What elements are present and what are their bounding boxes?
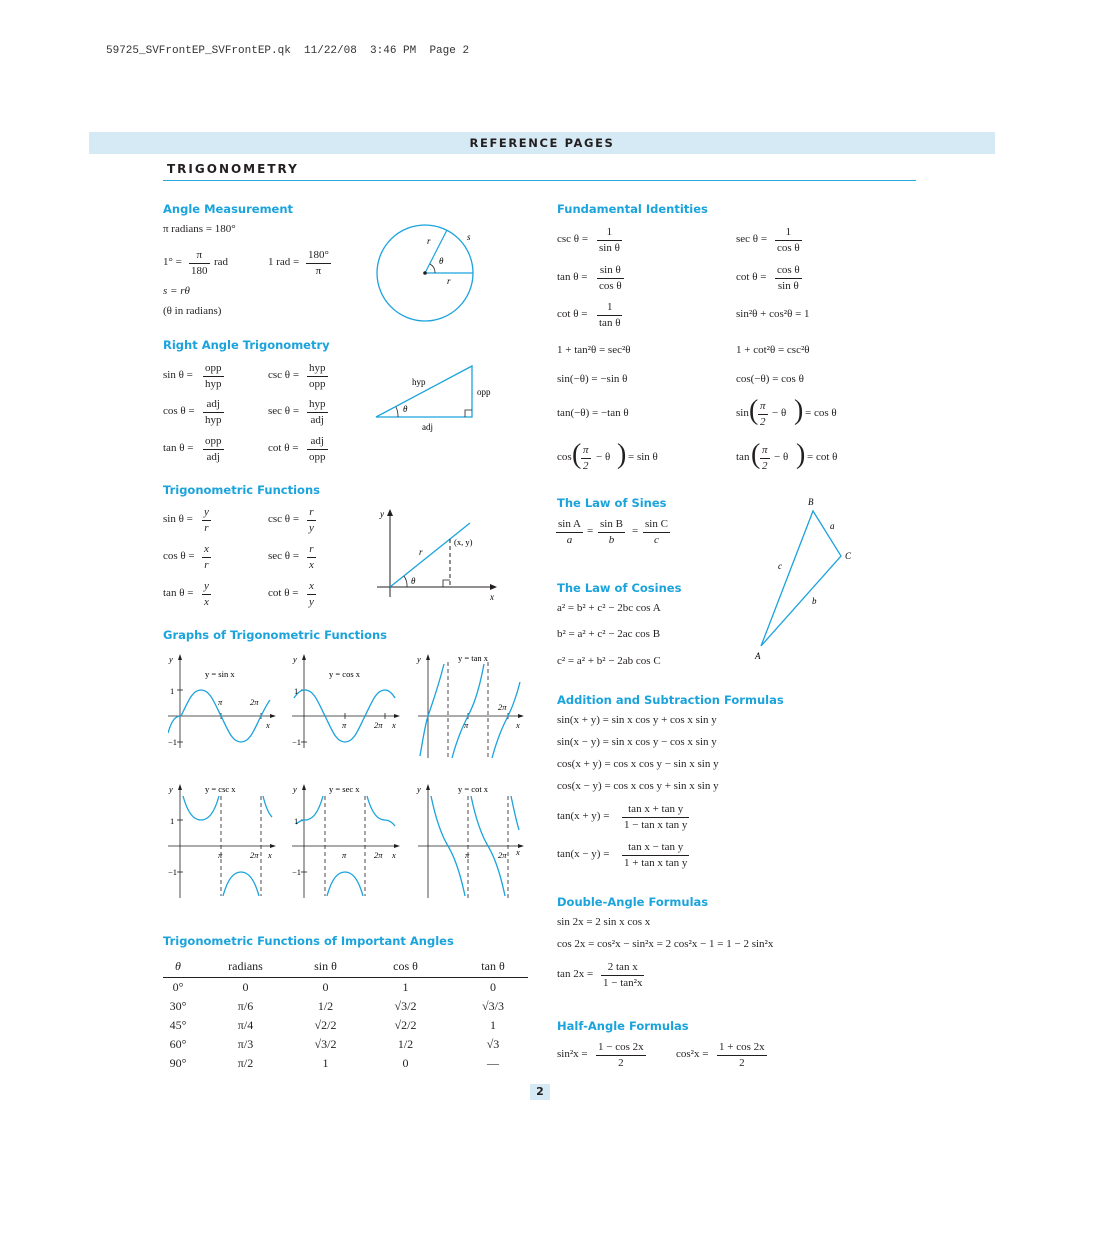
fi-pythagorean-cot: 1 + cot²θ = csc²θ xyxy=(736,344,810,356)
circle-label-theta: θ xyxy=(439,256,444,266)
sin-x-label: x xyxy=(266,720,270,730)
tf-sec-lhs: sec θ = xyxy=(268,550,300,562)
table-row xyxy=(163,978,528,998)
double-tan-frac xyxy=(601,961,644,990)
sec-pi-label: π xyxy=(342,850,347,860)
cot-curve-3 xyxy=(511,796,519,830)
csc-y-label: y xyxy=(169,784,173,794)
sines-frac-b xyxy=(598,518,625,547)
rt-sin-frac xyxy=(203,362,224,391)
add-tan-den: 1 − tan x tan y xyxy=(624,819,688,831)
important-angles-table xyxy=(163,956,528,1073)
csc-fn-label: y = csc x xyxy=(205,784,236,794)
half-sin-den: 2 xyxy=(596,1055,646,1070)
tf-cot-den: y xyxy=(309,596,314,608)
double-cos: cos 2x = cos²x − sin²x = 2 cos²x − 1 = 1 − 2 sin²x xyxy=(557,938,774,950)
cos-graph xyxy=(292,652,404,752)
law-of-sines-heading: The Law of Sines xyxy=(557,496,667,510)
right-triangle-diagram xyxy=(372,360,502,435)
co-sin-lparen: ( xyxy=(749,395,759,426)
double-tan-lhs: tan 2x = xyxy=(557,968,594,980)
oblique-triangle-diagram xyxy=(745,492,860,664)
table-cell: 0° xyxy=(172,980,184,994)
table-cell: 0 xyxy=(242,980,249,994)
degree-num: π xyxy=(196,249,203,261)
double-angle-heading: Double-Angle Formulas xyxy=(557,895,709,909)
tf-tan-lhs: tan θ = xyxy=(163,587,194,599)
co-cos-den: 2 xyxy=(581,458,591,473)
cosines-line-3: c² = a² + b² − 2ab cos C xyxy=(557,655,661,667)
fi-cot-frac xyxy=(775,264,802,293)
tf-csc-lhs: csc θ = xyxy=(268,513,300,525)
sec-graph xyxy=(292,782,404,900)
co-tan-lparen: ( xyxy=(751,439,761,470)
co-tan-prefix: tan xyxy=(736,451,750,463)
fi-tan-den: cos θ xyxy=(599,280,622,292)
half-cos-frac xyxy=(717,1041,767,1070)
table-cell: 60° xyxy=(169,1037,187,1051)
co-sin-num: π xyxy=(760,400,766,412)
co-tan-minus: − θ xyxy=(774,451,789,463)
rt-csc-frac xyxy=(307,362,328,391)
csc-pi-label: π xyxy=(218,850,223,860)
title-rule xyxy=(163,180,916,181)
fi-csc-frac xyxy=(597,226,622,255)
fi-cot-lhs: cot θ = xyxy=(736,271,767,283)
co-tan-rparen: ) xyxy=(796,439,806,470)
cos-fn-label: y = cos x xyxy=(329,669,360,679)
circle-label-r1: r xyxy=(427,236,431,246)
co-sin-frac xyxy=(758,400,768,429)
table-row xyxy=(163,1035,528,1054)
tf-sec-den: x xyxy=(309,559,314,571)
cot-2pi-label: 2π xyxy=(498,850,507,860)
obl-label-B: B xyxy=(808,497,814,507)
csc-curve-2 xyxy=(223,872,259,896)
sec-neg-one-label: −1 xyxy=(292,867,302,877)
double-sin: sin 2x = 2 sin x cos x xyxy=(557,916,651,928)
addition-subtraction-heading: Addition and Subtraction Formulas xyxy=(557,693,784,707)
fi-cot2-lhs: cot θ = xyxy=(557,308,588,320)
cot-y-label: y xyxy=(417,784,421,794)
table-cell: √2/2 xyxy=(394,1018,417,1032)
add-sin: sin(x + y) = sin x cos y + cos x sin y xyxy=(557,714,717,726)
arc-length-formula: s = rθ xyxy=(163,285,190,297)
csc-graph xyxy=(168,782,280,900)
sec-y-label: y xyxy=(293,784,297,794)
fi-pythagorean: sin²θ + cos²θ = 1 xyxy=(736,308,810,320)
tf-sec-frac xyxy=(307,543,316,572)
rt-csc-lhs: csc θ = xyxy=(268,369,300,381)
table-cell: 1/2 xyxy=(397,1037,414,1051)
degree-lhs: 1° = xyxy=(163,256,182,268)
sin-neg-one-label: −1 xyxy=(168,737,178,747)
table-cell: π/3 xyxy=(237,1037,254,1051)
table-cell: 30° xyxy=(169,999,187,1013)
right-angle-heading: Right Angle Trigonometry xyxy=(163,338,330,352)
table-cell: π/2 xyxy=(237,1056,254,1070)
tan-2pi-label: 2π xyxy=(498,702,507,712)
pi-radians-text: π radians = 180° xyxy=(163,223,236,235)
table-cell: √3/2 xyxy=(314,1037,337,1051)
sin-graph xyxy=(168,652,280,752)
cosines-line-2: b² = a² + c² − 2ac cos B xyxy=(557,628,661,640)
csc-x-label: x xyxy=(268,850,272,860)
rt-cos-frac xyxy=(203,398,224,427)
sines-num-b: sin B xyxy=(600,518,623,530)
tri-label-theta: θ xyxy=(403,404,408,414)
diag-label-r: r xyxy=(419,547,423,557)
fi-sec-frac xyxy=(775,226,802,255)
sin-2pi-label: 2π xyxy=(250,697,259,707)
sec-curve-3 xyxy=(367,796,395,826)
tf-csc-num: r xyxy=(309,506,314,518)
rt-tan-frac xyxy=(203,435,224,464)
page-number: 2 xyxy=(530,1084,550,1100)
fi-tan-num: sin θ xyxy=(599,264,621,276)
rt-sin-num: opp xyxy=(205,362,222,374)
banner-title: REFERENCE PAGES xyxy=(469,136,615,150)
sec-x-label: x xyxy=(392,850,396,860)
sec-2pi-label: 2π xyxy=(374,850,383,860)
tan-graph xyxy=(416,652,528,762)
half-sin-num: 1 − cos 2x xyxy=(598,1041,644,1053)
reference-banner xyxy=(89,132,995,154)
rt-sin-lhs: sin θ = xyxy=(163,369,193,381)
tan-pi-label: π xyxy=(464,720,469,730)
co-tan-num: π xyxy=(762,444,768,456)
fi-cot-num: cos θ xyxy=(777,264,800,276)
table-cell: 0 xyxy=(490,980,496,994)
co-cos-lparen: ( xyxy=(572,439,582,470)
co-sin-rparen: ) xyxy=(794,395,804,426)
tan-curve-mid xyxy=(452,664,484,758)
cot-pi-label: π xyxy=(465,850,470,860)
table-cell: 1 xyxy=(322,1056,329,1070)
sec-one-label: 1 xyxy=(294,816,299,826)
sines-den-a: a xyxy=(556,532,583,547)
rt-cos-den: hyp xyxy=(205,414,222,426)
sines-num-a: sin A xyxy=(558,518,581,530)
sin-pi-label: π xyxy=(218,697,223,707)
law-of-cosines-heading: The Law of Cosines xyxy=(557,581,682,595)
degree-fraction xyxy=(189,249,210,278)
radian-den: π xyxy=(306,263,331,278)
tf-csc-frac xyxy=(307,506,316,535)
sin-y-label: y xyxy=(169,654,173,664)
tf-sin-frac xyxy=(202,506,211,535)
rt-tan-den: adj xyxy=(203,449,224,464)
table-header: θ xyxy=(163,956,193,978)
circle-label-r2: r xyxy=(447,276,451,286)
fi-cot2-frac xyxy=(597,301,622,330)
tf-cos-den: r xyxy=(202,557,211,572)
diag-label-point: (x, y) xyxy=(454,537,473,547)
fi-odd-sin: sin(−θ) = −sin θ xyxy=(557,373,628,385)
obl-label-C: C xyxy=(845,551,852,561)
half-cos-num: 1 + cos 2x xyxy=(719,1041,765,1053)
table-header: radians xyxy=(193,956,298,978)
cot-graph xyxy=(416,782,528,900)
fi-sec-lhs: sec θ = xyxy=(736,233,768,245)
fi-pythagorean-tan: 1 + tan²θ = sec²θ xyxy=(557,344,631,356)
sines-den-b: b xyxy=(598,532,625,547)
rt-sec-den: adj xyxy=(307,412,328,427)
sin-fn-label: y = sin x xyxy=(205,669,235,679)
cos-neg-one-label: −1 xyxy=(292,737,302,747)
table-header: cos θ xyxy=(353,956,458,978)
table-cell: 1/2 xyxy=(317,999,334,1013)
rt-csc-num: hyp xyxy=(309,362,326,374)
obl-label-A: A xyxy=(755,651,761,661)
degree-unit: rad xyxy=(214,256,229,268)
sines-eq-2: = xyxy=(632,525,639,537)
double-tan-den: 1 − tan²x xyxy=(603,977,643,989)
cot-fn-label: y = cot x xyxy=(458,784,489,794)
rt-tan-num: opp xyxy=(205,435,222,447)
graphs-heading: Graphs of Trigonometric Functions xyxy=(163,628,388,642)
table-cell: √2/2 xyxy=(314,1018,337,1032)
tri-label-adj: adj xyxy=(422,422,433,432)
csc-one-label: 1 xyxy=(170,816,175,826)
fi-csc-den: sin θ xyxy=(599,242,620,254)
obl-label-c: c xyxy=(778,561,782,571)
add-tan-frac xyxy=(622,803,689,832)
tan-y-label: y xyxy=(417,654,421,664)
sines-frac-a xyxy=(556,518,583,547)
fi-sec-den: cos θ xyxy=(777,242,800,254)
co-tan-den: 2 xyxy=(760,458,770,473)
add-cos: cos(x + y) = cos x cos y − sin x sin y xyxy=(557,758,719,770)
sub-tan-num: tan x − tan y xyxy=(628,841,684,853)
fi-tan-frac xyxy=(597,264,624,293)
co-sin-prefix: sin xyxy=(736,407,749,419)
tf-sin-num: y xyxy=(204,506,209,518)
tf-tan-den: x xyxy=(204,596,209,608)
print-slug: 59725_SVFrontEP_SVFrontEP.qk 11/22/08 3:46 PM Page 2 xyxy=(106,45,470,57)
half-cos-lhs: cos²x = xyxy=(676,1048,709,1060)
table-row xyxy=(163,997,528,1016)
rt-sec-frac xyxy=(307,398,328,427)
tf-cot-lhs: cot θ = xyxy=(268,587,299,599)
fi-tan-lhs: tan θ = xyxy=(557,271,588,283)
radians-note: (θ in radians) xyxy=(163,305,222,317)
half-cos-den: 2 xyxy=(717,1055,767,1070)
co-cos-frac xyxy=(581,444,591,473)
co-cos-rhs: = sin θ xyxy=(628,451,658,463)
table-header: sin θ xyxy=(298,956,353,978)
tan-fn-label: y = tan x xyxy=(458,653,489,663)
table-cell: √3/2 xyxy=(394,999,417,1013)
sines-frac-c xyxy=(643,518,670,547)
rt-cot-lhs: cot θ = xyxy=(268,442,299,454)
table-cell: 1 xyxy=(402,980,409,994)
radian-fraction xyxy=(306,249,331,278)
fi-cot2-den: tan θ xyxy=(599,317,621,329)
table-header: tan θ xyxy=(458,956,528,978)
table-cell: 45° xyxy=(169,1018,187,1032)
table-cell: 0 xyxy=(322,980,329,994)
add-tan-num: tan x + tan y xyxy=(628,803,684,815)
co-cos-rparen: ) xyxy=(617,439,627,470)
half-angle-heading: Half-Angle Formulas xyxy=(557,1019,689,1033)
radian-lhs: 1 rad = xyxy=(268,256,300,268)
obl-label-b: b xyxy=(812,596,817,606)
sines-num-c: sin C xyxy=(645,518,668,530)
sec-curve-1 xyxy=(296,796,323,824)
table-cell: 0 xyxy=(402,1056,409,1070)
add-tan-lhs: tan(x + y) = xyxy=(557,810,610,822)
csc-curve-1 xyxy=(183,796,219,820)
table-cell: 90° xyxy=(169,1056,187,1070)
tan-curve-left xyxy=(420,664,444,756)
rt-cot-den: opp xyxy=(309,451,326,463)
cot-x-label: x xyxy=(516,847,520,857)
tan-x-label: x xyxy=(516,720,520,730)
sec-fn-label: y = sec x xyxy=(329,784,360,794)
csc-2pi-label: 2π xyxy=(250,850,259,860)
cos-x-label: x xyxy=(392,720,396,730)
cos-pi-label: π xyxy=(342,720,347,730)
fi-csc-lhs: csc θ = xyxy=(557,233,589,245)
rt-csc-den: opp xyxy=(309,378,326,390)
fi-sec-num: 1 xyxy=(785,226,792,238)
cos-one-label: 1 xyxy=(294,686,299,696)
co-tan-frac xyxy=(760,444,770,473)
tf-sec-num: r xyxy=(309,543,314,555)
co-cos-num: π xyxy=(583,444,589,456)
diag-label-y: y xyxy=(380,509,384,519)
table-row xyxy=(163,1054,528,1073)
tf-cot-num: x xyxy=(309,580,314,592)
tri-label-opp: opp xyxy=(477,387,491,397)
trig-functions-heading: Trigonometric Functions xyxy=(163,483,320,497)
tf-cos-frac xyxy=(202,543,211,572)
rt-sec-lhs: sec θ = xyxy=(268,405,300,417)
rt-cos-num: adj xyxy=(206,398,220,410)
coordinate-angle-diagram xyxy=(375,505,505,605)
table-row xyxy=(163,1016,528,1035)
table-cell: π/6 xyxy=(237,999,254,1013)
double-tan-num: 2 tan x xyxy=(607,961,638,973)
angle-measurement-heading: Angle Measurement xyxy=(163,202,294,216)
radian-num: 180° xyxy=(308,249,329,261)
co-sin-den: 2 xyxy=(758,414,768,429)
csc-neg-one-label: −1 xyxy=(168,867,178,877)
sub-sin: sin(x − y) = sin x cos y − cos x sin y xyxy=(557,736,717,748)
co-sin-rhs: = cos θ xyxy=(805,407,837,419)
sines-den-c: c xyxy=(643,532,670,547)
tri-label-hyp: hyp xyxy=(412,377,426,387)
tf-sin-den: r xyxy=(202,520,211,535)
obl-label-a: a xyxy=(830,521,835,531)
sines-eq-1: = xyxy=(587,525,594,537)
sub-tan-frac xyxy=(622,841,689,870)
half-sin-lhs: sin²x = xyxy=(557,1048,588,1060)
unit-circle-diagram xyxy=(370,218,482,330)
tf-cos-lhs: cos θ = xyxy=(163,550,195,562)
tf-cos-num: x xyxy=(204,543,209,555)
table-cell: — xyxy=(487,1056,499,1070)
sub-tan-den: 1 + tan x tan y xyxy=(624,857,688,869)
sub-tan-lhs: tan(x − y) = xyxy=(557,848,610,860)
fi-cot-den: sin θ xyxy=(775,278,802,293)
page-title: TRIGONOMETRY xyxy=(167,162,299,176)
sin-one-label: 1 xyxy=(170,686,175,696)
co-cos-minus: − θ xyxy=(596,451,611,463)
tf-tan-num: y xyxy=(204,580,209,592)
sec-curve-2 xyxy=(327,872,363,896)
tf-tan-frac xyxy=(202,580,211,609)
rt-cot-frac xyxy=(307,435,328,464)
tf-cot-frac xyxy=(307,580,316,609)
important-angles-heading: Trigonometric Functions of Important Angles xyxy=(163,934,454,948)
tf-csc-den: y xyxy=(309,522,314,534)
table-cell: √3 xyxy=(486,1037,500,1051)
tf-sin-lhs: sin θ = xyxy=(163,513,193,525)
csc-curve-3 xyxy=(263,796,272,817)
circle-label-s: s xyxy=(467,232,471,242)
co-cos-prefix: cos xyxy=(557,451,572,463)
rt-tan-lhs: tan θ = xyxy=(163,442,194,454)
rt-cot-num: adj xyxy=(310,435,324,447)
degree-den: 180 xyxy=(191,265,208,277)
table-cell: π/4 xyxy=(237,1018,254,1032)
fi-odd-tan: tan(−θ) = −tan θ xyxy=(557,407,629,419)
rt-sec-num: hyp xyxy=(309,398,326,410)
diag-label-theta: θ xyxy=(411,576,416,586)
diag-label-x: x xyxy=(490,592,494,602)
cosines-line-1: a² = b² + c² − 2bc cos A xyxy=(557,602,661,614)
table-cell: 1 xyxy=(490,1018,496,1032)
cos-2pi-label: 2π xyxy=(374,720,383,730)
half-sin-frac xyxy=(596,1041,646,1070)
table-header-row xyxy=(163,956,528,978)
table-cell: √3/3 xyxy=(482,999,504,1013)
co-tan-rhs: = cot θ xyxy=(807,451,838,463)
co-sin-minus: − θ xyxy=(772,407,787,419)
sub-cos: cos(x − y) = cos x cos y + sin x sin y xyxy=(557,780,719,792)
fi-csc-num: 1 xyxy=(606,226,613,238)
fi-cot2-num: 1 xyxy=(606,301,613,313)
cos-y-label: y xyxy=(293,654,297,664)
rt-cos-lhs: cos θ = xyxy=(163,405,195,417)
fundamental-identities-heading: Fundamental Identities xyxy=(557,202,708,216)
fi-even-cos: cos(−θ) = cos θ xyxy=(736,373,804,385)
rt-sin-den: hyp xyxy=(205,378,222,390)
